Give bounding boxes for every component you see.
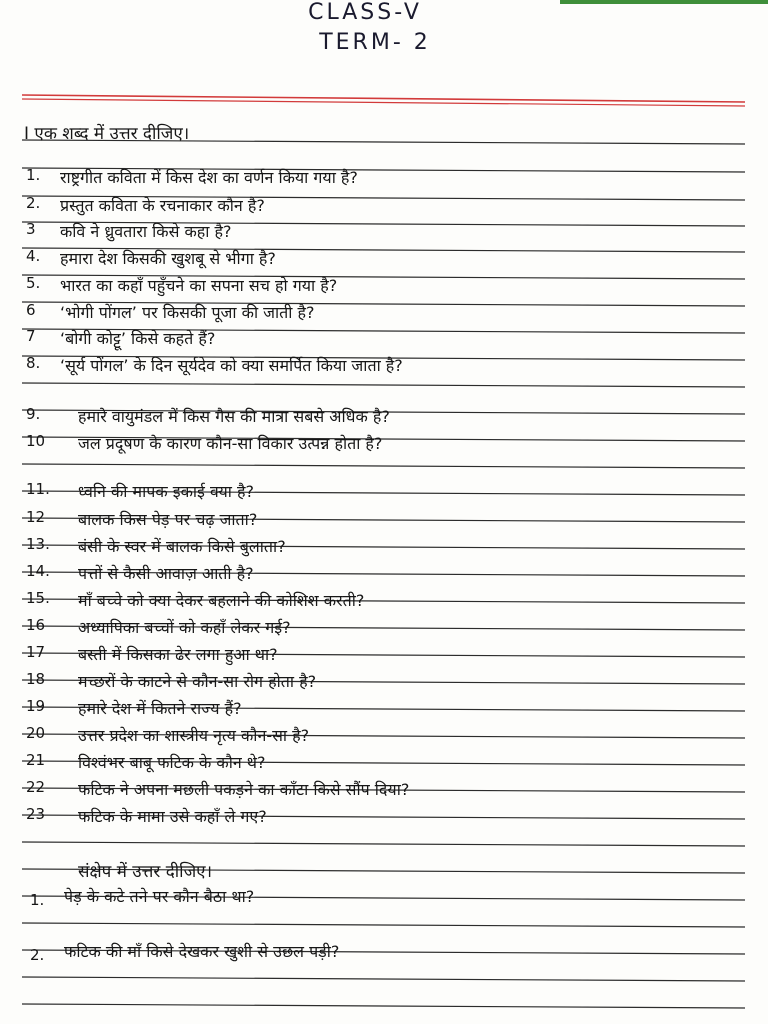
question-number: 14.: [26, 562, 50, 580]
question-text: प्रस्तुत कविता के रचनाकार कौन है?: [60, 196, 265, 215]
question-number: 15.: [26, 589, 50, 607]
question-number: 2.: [26, 194, 41, 212]
rule-line: [22, 923, 745, 927]
question-number: 18: [26, 670, 46, 688]
term-heading: TERM- 2: [319, 30, 431, 55]
question-text: अध्यापिका बच्चों को कहाँ लेकर गई?: [78, 618, 291, 637]
section2-heading: संक्षेप में उत्तर दीजिए।: [78, 862, 213, 882]
question-text: फटिक की माँ किसे देखकर खुशी से उछल पड़ी?: [64, 942, 340, 961]
question-text: माँ बच्चे को क्या देकर बहलाने की कोशिश करती?: [78, 591, 365, 610]
question-number: 1.: [30, 891, 45, 909]
question-text: बस्ती में किसका ढेर लगा हुआ था?: [78, 645, 278, 664]
question-text: विश्वंभर बाबू फटिक के कौन थे?: [78, 753, 266, 772]
question-number: 4.: [26, 247, 41, 265]
question-text: भारत का कहाँ पहुँचने का सपना सच हो गया है?: [60, 276, 338, 295]
question-text: पत्तों से कैसी आवाज़ आती है?: [78, 564, 254, 583]
section1-heading: I एक शब्द में उत्तर दीजिए।: [24, 124, 190, 144]
question-number: 16: [26, 616, 46, 634]
question-number: 10: [26, 432, 46, 450]
rule-line: [22, 383, 745, 387]
question-number: 23: [26, 805, 46, 823]
question-number: 3: [26, 220, 36, 238]
question-text: ‘बोगी कोट्टू’ किसे कहते हैं?: [60, 329, 216, 348]
question-text: ‘भोगी पोंगल’ पर किसकी पूजा की जाती है?: [60, 303, 315, 322]
question-number: 19: [26, 697, 46, 715]
question-number: 20: [26, 724, 46, 742]
question-text: जल प्रदूषण के कारण कौन-सा विकार उत्पन्न होता है?: [78, 434, 383, 453]
rule-line: [22, 842, 745, 846]
question-text: ‘सूर्य पोंगल’ के दिन सूर्यदेव को क्या समर्पित किया जाता है?: [60, 356, 403, 375]
question-number: 7: [26, 327, 36, 345]
question-text: उत्तर प्रदेश का शास्त्रीय नृत्य कौन-सा है?: [78, 726, 310, 745]
question-number: 11.: [26, 480, 50, 498]
question-text: ध्वनि की मापक इकाई क्या है?: [78, 482, 255, 501]
question-text: बालक किस पेड़ पर चढ़ जाता?: [78, 510, 258, 529]
question-number: 6: [26, 301, 36, 319]
question-number: 21: [26, 751, 46, 769]
question-number: 8.: [26, 354, 41, 372]
question-text: बंसी के स्वर में बालक किसे बुलाता?: [78, 537, 286, 556]
class-heading: CLASS-V: [308, 0, 422, 25]
rule-line: [22, 1004, 745, 1008]
question-text: राष्ट्रगीत कविता में किस देश का वर्णन किया गया है?: [60, 168, 358, 187]
question-number: 1.: [26, 166, 41, 184]
question-number: 13.: [26, 535, 50, 553]
question-text: फटिक के मामा उसे कहाँ ले गए?: [78, 807, 267, 826]
question-text: हमारे देश में कितने राज्य हैं?: [78, 699, 242, 718]
question-text: कवि ने ध्रुवतारा किसे कहा है?: [60, 222, 232, 241]
question-text: पेड़ के कटे तने पर कौन बैठा था?: [64, 887, 255, 906]
rule-line: [22, 977, 745, 981]
rule-line: [22, 464, 745, 468]
question-text: फटिक ने अपना मछली पकड़ने का काँटा किसे सौंप दिया?: [78, 780, 410, 799]
question-number: 5.: [26, 274, 41, 292]
question-number: 17: [26, 643, 46, 661]
question-number: 2.: [30, 946, 45, 964]
question-number: 22: [26, 778, 46, 796]
question-text: हमारे वायुमंडल में किस गैस की मात्रा सबसे अधिक है?: [78, 407, 390, 426]
question-number: 9.: [26, 405, 41, 423]
question-number: 12: [26, 508, 46, 526]
question-text: मच्छरों के काटने से कौन-सा रोग होता है?: [78, 672, 317, 691]
question-text: हमारा देश किसकी खुशबू से भीगा है?: [60, 249, 276, 268]
